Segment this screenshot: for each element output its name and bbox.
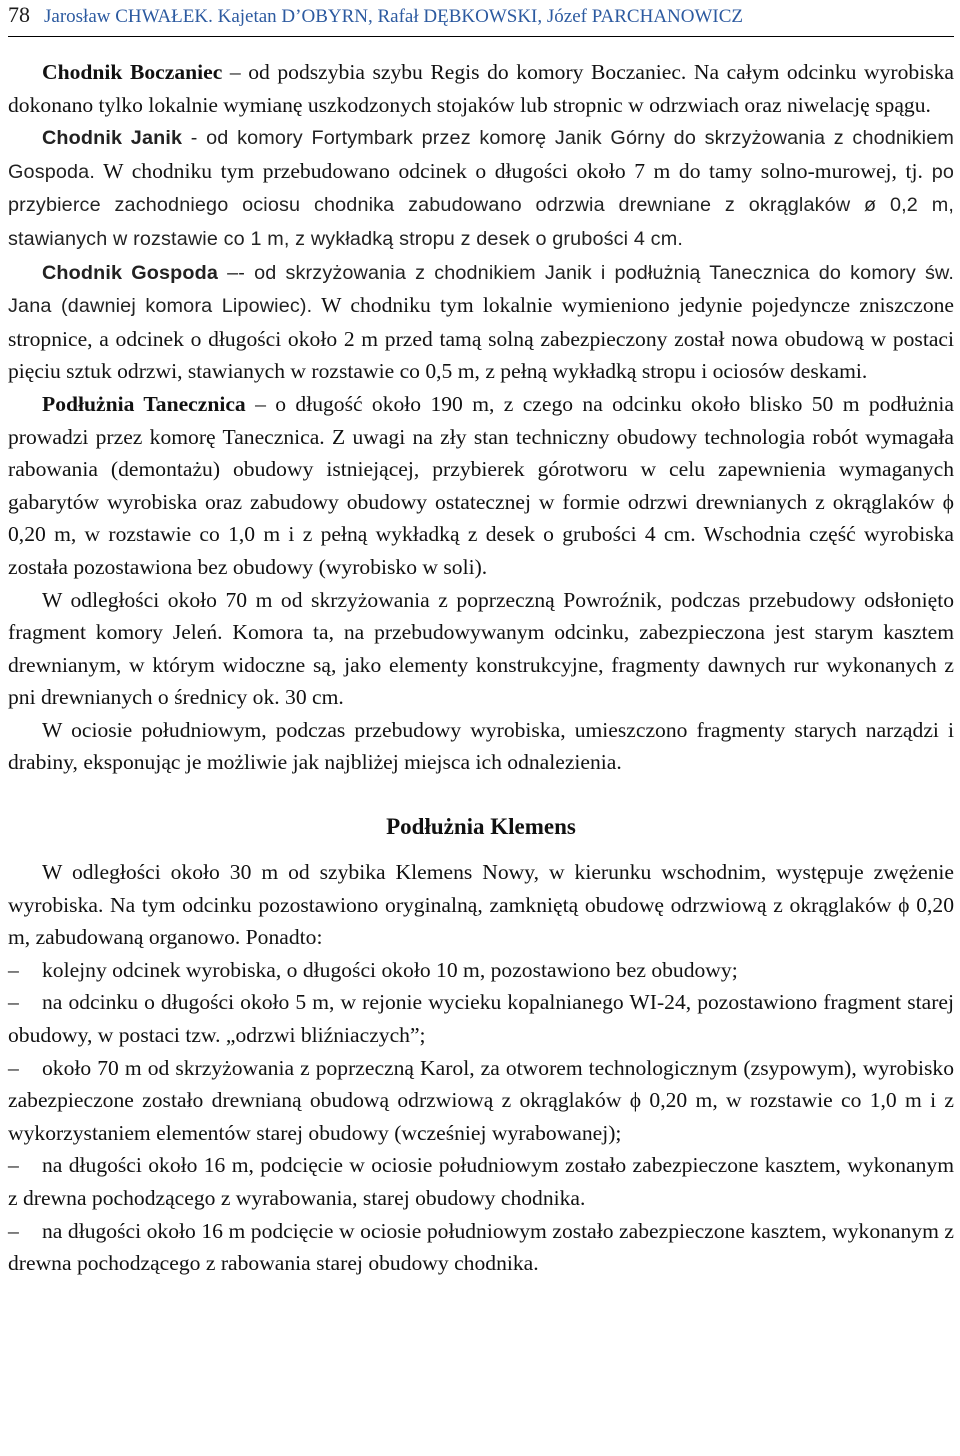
paragraph-lead: Chodnik Janik <box>42 127 183 150</box>
section-intro: W odległości około 30 m od szybika Klemens Nowy, w kierunku wschodnim, występuje zwężenie wyrobiska. Na tym odcinku pozostawiono oryginalną, zamkniętą obudowę odrzwiową z okrąglaków ϕ 0,20 m, zabudowaną organowo. Ponadto: <box>8 860 954 950</box>
article-body <box>8 56 954 1280</box>
paragraph-komora-jelen: W odległości około 70 m od skrzyżowania z poprzeczną Powroźnik, podczas przebudowy odsłonięto fragment komory Jeleń. Komora ta, na przebudowywanym odcinku, zabezpieczona jest starym kasztem drewnianym, w którym widoczne są, jako elementy konstrukcyjne, fragmenty dawnych rur wykonanych z pni drewnianych o średnicy ok. 30 cm. <box>8 587 954 710</box>
dash-bullet-icon <box>8 986 42 1019</box>
running-header <box>8 2 954 30</box>
paragraph-text: –- od skrzyżowania z chodnikiem Janik i podłużnią Tanecznica do komory św. Jana (dawniej komora Lipowiec). <box>8 261 955 318</box>
paragraph-text: – od podszybia szybu Regis do komory Boczaniec. Na całym odcinku wyrobiska dokonano tylko lokalnie wymianę uszkodzonych stojaków lub stropnic w odrzwiach oraz niwelację spągu. <box>8 60 954 117</box>
paragraph-text: W chodniku tym przebudowano odcinek o długości około 7 m do tamy solno-murowej, tj. <box>94 158 923 183</box>
list-item-text: kolejny odcinek wyrobiska, o długości około 10 m, pozostawiono bez obudowy; <box>42 957 738 982</box>
list-item <box>8 954 954 987</box>
paragraph-text: – o długość około 190 m, z czego na odcinku około blisko 50 m podłużnia prowadzi przez komorę Tanecznica. Z uwagi na zły stan techniczny obudowy technologia robót wymagała rabowania (demontażu) obudowy istniejącej, przybierek górotworu w celu zapewnienia wymaganych gabarytów wyrobiska oraz zabudowy obudowy ostatecznej w formie odrzwi drewnianych z okrąglaków ϕ 0,20 m, w rozstawie co 1,0 m i z pełną wykładką z desek o grubości 4 cm. Wschodnia część wyrobiska została pozostawiona bez obudowy (wyrobisko w soli). <box>8 391 954 579</box>
paragraph-text: - od komory Fortymbark przez komorę Janik Górny do skrzyżowania z chodnikiem Gospoda. <box>8 127 954 183</box>
list-item-text: na odcinku o długości około 5 m, w rejonie wycieku kopalnianego WI-24, pozostawiono fragment starej obudowy, w postaci tzw. „odrzwi bliźniaczych”; <box>8 990 954 1048</box>
paragraph-ocios-poludniowy: W ociosie południowym, podczas przebudowy wyrobiska, umieszczono fragmenty starych narządzi i drabiny, eksponując je możliwie jak najbliżej miejsca ich odnalezienia. <box>8 717 954 775</box>
header-rule <box>8 36 954 37</box>
paragraph-text: po przybierce zachodniego ociosu chodnika zabudowano odrzwia drewniane z okrąglaków ø 0,2 m, stawianych w rozstawie co 1 m, z wykładką stropu z desek o grubości 4 cm. <box>8 160 954 250</box>
paragraph-text: W chodniku tym lokalnie wymieniono jedynie pojedyncze zniszczone stropnice, a odcinek o długości około 2 m przed tamą solną zabezpieczony został nowa obudową w postaci pięciu sztuk odrzwi, stawianych w rozstawie co 0,5 m, z pełną wykładką stropu i ociosów deskami. <box>8 293 955 384</box>
page-number: 78 <box>8 2 30 27</box>
dash-bullet-icon <box>8 1052 42 1085</box>
list-item-text: na długości około 16 m, podcięcie w ociosie południowym zostało zabezpieczone kasztem, wykonanym z drewna pochodzącego z wyrabowania, starej obudowy chodnika. <box>8 1153 954 1210</box>
paragraph-lead: Podłużnia Tanecznica <box>42 391 246 416</box>
paragraph-chodnik-janik <box>8 121 954 255</box>
paragraph-lead: Chodnik Gospoda <box>42 261 219 284</box>
dash-bullet-icon <box>8 1149 42 1182</box>
section-heading: Podłużnia Klemens <box>386 814 576 840</box>
list-item-text: około 70 m od skrzyżowania z poprzeczną Karol, za otworem technologicznym (zsypowym), wyrobisko zabezpieczone zostało drewnianą obudową odrzwiową z okrąglaków ϕ 0,20 m, w rozstawie co 1,0 m i z wykorzystaniem elementów starej obudowy (wcześniej wyrabowanej); <box>8 1055 954 1145</box>
running-header-authors: Jarosław CHWAŁEK. Kajetan D’OBYRN, Rafał DĘBKOWSKI, Józef PARCHANOWICZ <box>44 6 744 27</box>
list-item <box>8 986 954 1051</box>
list-item <box>8 1149 954 1214</box>
paragraph-chodnik-boczaniec <box>8 56 954 121</box>
list-item <box>8 1052 954 1150</box>
list-item <box>8 1215 954 1280</box>
dash-bullet-icon <box>8 1215 42 1248</box>
paragraph-podluznia-tanecznica <box>8 388 954 584</box>
dash-bullet-icon <box>8 954 42 987</box>
paragraph-chodnik-gospoda <box>8 256 954 388</box>
paragraph-lead: Chodnik Boczaniec <box>42 60 223 84</box>
list-item-text: na długości około 16 m podcięcie w ociosie południowym zostało zabezpieczone kasztem, wykonanym z drewna pochodzącego z rabowania starej obudowy chodnika. <box>8 1218 954 1276</box>
